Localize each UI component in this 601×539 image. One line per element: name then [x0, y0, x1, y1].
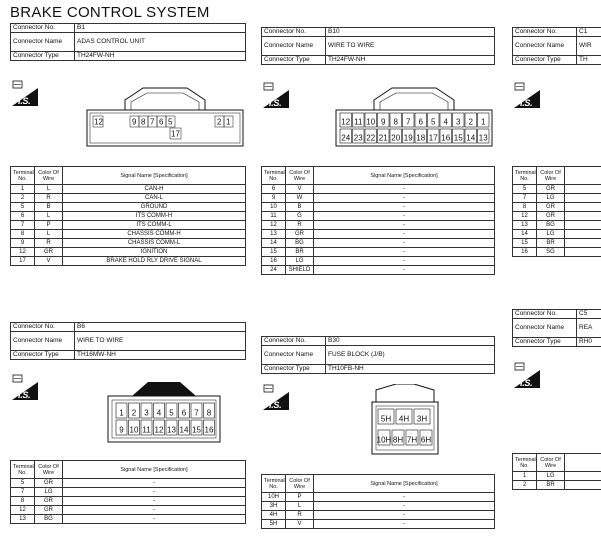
- terminal-no-cell: 9: [262, 194, 286, 203]
- label-connector-type: Connector Type: [513, 338, 577, 347]
- label-connector-type: Connector Type: [262, 365, 326, 374]
- connector-c5-no: C5: [577, 310, 601, 319]
- table-row: [262, 239, 495, 248]
- terminal-no-cell: 12: [11, 506, 35, 515]
- wire-color-cell: LG: [35, 488, 63, 497]
- label-connector-name: Connector Name: [262, 346, 326, 365]
- terminal-no-cell: 15: [513, 239, 537, 248]
- terminal-no-cell: 8: [11, 230, 35, 239]
- label-connector-name: Connector Name: [262, 37, 326, 56]
- connector-b1-pin-table: [10, 166, 246, 266]
- table-row: [11, 185, 246, 194]
- wire-color-cell: G: [286, 212, 314, 221]
- pin-label: 6: [418, 117, 423, 127]
- wire-color-cell: GR: [537, 212, 565, 221]
- pin-label: 14: [466, 133, 476, 143]
- signal-name-cell: -: [314, 266, 495, 275]
- wire-color-cell: GR: [35, 506, 63, 515]
- terminal-no-cell: 7: [11, 221, 35, 230]
- signal-name-cell: -: [314, 511, 495, 520]
- terminal-no-cell: 12: [513, 212, 537, 221]
- table-row: [262, 266, 495, 275]
- hs-icon: H.S.: [514, 362, 540, 388]
- pin-label: 2: [217, 117, 222, 127]
- terminal-no-cell: 13: [513, 221, 537, 230]
- terminal-no-cell: 16: [262, 257, 286, 266]
- pin-label: 7: [406, 117, 411, 127]
- terminal-no-cell: 7: [11, 488, 35, 497]
- pin-label: 6H: [420, 435, 432, 445]
- wire-color-cell: LG: [537, 194, 565, 203]
- wire-color-cell: V: [35, 257, 63, 266]
- connector-b10-no: B10: [326, 28, 495, 37]
- col-signal-name-clipped: [565, 454, 601, 472]
- connector-c5-type: RH0: [577, 338, 601, 347]
- pin-label: 18: [416, 133, 426, 143]
- terminal-no-cell: 15: [262, 248, 286, 257]
- signal-name-cell: -: [314, 257, 495, 266]
- pin-label: 8: [206, 408, 212, 418]
- wire-color-cell: BG: [537, 221, 565, 230]
- terminal-no-cell: 5: [11, 203, 35, 212]
- col-signal-name: Signal Name [Specification]: [63, 167, 246, 185]
- table-row: [11, 239, 246, 248]
- pin-label: 14: [179, 425, 189, 435]
- wire-color-cell: GR: [286, 230, 314, 239]
- table-row: [11, 506, 246, 515]
- table-row: [11, 230, 246, 239]
- table-row: [11, 488, 246, 497]
- pin-label: 12: [94, 117, 103, 127]
- signal-name-cell: -: [63, 497, 246, 506]
- wire-color-cell: SG: [537, 248, 565, 257]
- wire-color-cell: B: [35, 203, 63, 212]
- wire-color-cell: L: [35, 230, 63, 239]
- table-row: [11, 515, 246, 524]
- wire-color-cell: L: [35, 185, 63, 194]
- pin-label: 8H: [392, 435, 404, 445]
- pin-label: 17: [428, 133, 438, 143]
- pin-label: 7H: [406, 435, 418, 445]
- pin-label: 23: [353, 133, 363, 143]
- terminal-no-cell: 2: [513, 481, 537, 490]
- pin-label: 11: [354, 117, 363, 127]
- col-color-of-wire: Color Of Wire: [35, 461, 63, 479]
- connector-b30-rows: [262, 493, 495, 529]
- connector-b30-pin-table: [261, 474, 495, 529]
- signal-name-cell-clipped: [565, 230, 601, 239]
- signal-name-cell: -: [314, 248, 495, 257]
- signal-name-cell-clipped: [565, 248, 601, 257]
- signal-name-cell-clipped: [565, 221, 601, 230]
- wire-color-cell: GR: [537, 185, 565, 194]
- wire-color-cell: L: [286, 502, 314, 511]
- col-terminal-no: Terminal No.: [11, 167, 35, 185]
- pin-label: 1: [119, 408, 124, 418]
- connector-b1-info: [10, 23, 246, 61]
- table-row: [513, 203, 601, 212]
- connector-b6-rows: [11, 479, 246, 524]
- label-connector-name: Connector Name: [11, 33, 75, 52]
- connector-c5-name: REA: [577, 319, 601, 338]
- pin-label: 1: [226, 117, 231, 127]
- wire-color-cell: B: [286, 203, 314, 212]
- signal-name-cell: -: [314, 185, 495, 194]
- col-color-of-wire: Color Of Wire: [286, 475, 314, 493]
- hs-icon: H.S.: [514, 82, 540, 108]
- table-row: [262, 230, 495, 239]
- connector-b6-info: [10, 322, 246, 360]
- signal-name-cell: -: [63, 488, 246, 497]
- label-connector-name: Connector Name: [11, 332, 75, 351]
- pin-label: 4: [443, 117, 448, 127]
- pin-label: 12: [341, 117, 351, 127]
- pin-label: 5: [431, 117, 436, 127]
- table-row: [513, 221, 601, 230]
- terminal-no-cell: 12: [262, 221, 286, 230]
- table-row: [513, 185, 601, 194]
- table-row: [513, 481, 601, 490]
- pin-label: 15: [453, 133, 463, 143]
- table-row: [262, 493, 495, 502]
- table-row: [262, 194, 495, 203]
- connector-b30-name: FUSE BLOCK (J/B): [326, 346, 495, 365]
- signal-name-cell: -: [314, 520, 495, 529]
- label-connector-name: Connector Name: [513, 37, 577, 56]
- page-title: BRAKE CONTROL SYSTEM: [10, 4, 210, 21]
- label-connector-no: Connector No.: [11, 323, 75, 332]
- pin-label: 9: [381, 117, 386, 127]
- signal-name-cell: CAN-L: [63, 194, 246, 203]
- pin-label: 19: [403, 133, 413, 143]
- label-connector-no: Connector No.: [262, 28, 326, 37]
- wire-color-cell: P: [286, 493, 314, 502]
- terminal-no-cell: 5: [11, 479, 35, 488]
- connector-c1-name: WIR: [577, 37, 601, 56]
- pin-label: 6: [181, 408, 187, 418]
- pin-label: 4: [156, 408, 162, 418]
- label-connector-name: Connector Name: [513, 319, 577, 338]
- pin-label: 5: [168, 117, 173, 127]
- pin-label: 8: [141, 117, 146, 127]
- connector-b10-rows: [262, 185, 495, 275]
- table-row: [513, 230, 601, 239]
- pin-label: 3H: [416, 414, 428, 424]
- pin-label: 16: [204, 425, 214, 435]
- label-connector-no: Connector No.: [262, 337, 326, 346]
- wire-color-cell: BR: [537, 239, 565, 248]
- signal-name-cell: -: [314, 212, 495, 221]
- signal-name-cell: BRAKE HOLD RLY DRIVE SIGNAL: [63, 257, 246, 266]
- connector-c1-no: C1: [577, 28, 601, 37]
- label-connector-type: Connector Type: [11, 351, 75, 360]
- label-connector-no: Connector No.: [11, 24, 75, 33]
- wire-color-cell: R: [286, 221, 314, 230]
- pin-label: 7: [194, 408, 199, 418]
- signal-name-cell: GROUND: [63, 203, 246, 212]
- col-signal-name: Signal Name [Specification]: [314, 475, 495, 493]
- terminal-no-cell: 1: [11, 185, 35, 194]
- wire-color-cell: BG: [286, 239, 314, 248]
- pin-label: 20: [391, 133, 401, 143]
- terminal-no-cell: 17: [11, 257, 35, 266]
- connector-b30-no: B30: [326, 337, 495, 346]
- terminal-no-cell: 14: [262, 239, 286, 248]
- hs-icon: H.S.: [12, 80, 38, 106]
- terminal-no-cell: 13: [11, 515, 35, 524]
- pin-label: 21: [378, 133, 388, 143]
- signal-name-cell: ITS COMM-H: [63, 212, 246, 221]
- wire-color-cell: V: [286, 185, 314, 194]
- pin-label: 1: [481, 117, 486, 127]
- pin-label: 9: [132, 117, 137, 127]
- label-connector-type: Connector Type: [513, 56, 577, 65]
- table-row: [11, 257, 246, 266]
- connector-c5-rows: [513, 472, 601, 490]
- wire-color-cell: P: [35, 221, 63, 230]
- wire-color-cell: GR: [35, 497, 63, 506]
- signal-name-cell: -: [314, 493, 495, 502]
- col-terminal-no: Terminal No.: [513, 167, 537, 185]
- pin-label: 15: [192, 425, 201, 435]
- signal-name-cell: -: [314, 239, 495, 248]
- signal-name-cell: CAN-H: [63, 185, 246, 194]
- connector-b6-face: [104, 376, 224, 444]
- hs-icon: H.S.: [263, 384, 289, 410]
- pin-label: 13: [478, 133, 488, 143]
- connector-b6-pin-table: [10, 460, 246, 524]
- signal-name-cell-clipped: [565, 203, 601, 212]
- label-connector-no: Connector No.: [513, 310, 577, 319]
- pin-label: 10: [129, 425, 139, 435]
- pin-label: 11: [142, 425, 151, 435]
- terminal-no-cell: 6: [262, 185, 286, 194]
- terminal-no-cell: 10H: [262, 493, 286, 502]
- pin-label: 22: [366, 133, 376, 143]
- pin-label: 2: [131, 408, 137, 418]
- pin-label: 10H: [376, 435, 392, 445]
- connector-b6-name: WIRE TO WIRE: [75, 332, 246, 351]
- col-terminal-no: Terminal No.: [11, 461, 35, 479]
- connector-b10-info: [261, 27, 495, 65]
- table-row: [11, 221, 246, 230]
- hs-icon: H.S.: [12, 374, 38, 400]
- wire-color-cell: R: [286, 511, 314, 520]
- connector-b6-type: TH16MW-NH: [75, 351, 246, 360]
- col-signal-name: Signal Name [Specification]: [314, 167, 495, 185]
- wire-color-cell: BR: [537, 481, 565, 490]
- signal-name-cell-clipped: [565, 239, 601, 248]
- wire-color-cell: L: [35, 212, 63, 221]
- connector-b1-name: ADAS CONTROL UNIT: [75, 33, 246, 52]
- signal-name-cell: -: [63, 506, 246, 515]
- wire-color-cell: SHIELD: [286, 266, 314, 275]
- terminal-no-cell: 12: [11, 248, 35, 257]
- terminal-no-cell: 24: [262, 266, 286, 275]
- label-connector-type: Connector Type: [11, 52, 75, 61]
- table-row: [262, 511, 495, 520]
- table-row: [11, 497, 246, 506]
- pin-label: 3: [144, 408, 149, 418]
- pin-label: 8: [393, 117, 398, 127]
- pin-label: 3: [456, 117, 461, 127]
- pin-label: 9: [119, 425, 124, 435]
- table-row: [262, 203, 495, 212]
- signal-name-cell: -: [314, 230, 495, 239]
- signal-name-cell: CHASSIS COMM-L: [63, 239, 246, 248]
- wire-color-cell: R: [35, 194, 63, 203]
- table-row: [262, 221, 495, 230]
- signal-name-cell: -: [314, 221, 495, 230]
- signal-name-cell: -: [314, 203, 495, 212]
- connector-b1-type: TH24FW-NH: [75, 52, 246, 61]
- wire-color-cell: GR: [35, 248, 63, 257]
- table-row: [11, 194, 246, 203]
- table-row: [262, 520, 495, 529]
- col-color-of-wire: Color Of Wire: [35, 167, 63, 185]
- table-row: [513, 248, 601, 257]
- connector-b30-face: [370, 384, 440, 456]
- table-row: [262, 257, 495, 266]
- pin-label: 7: [150, 117, 155, 127]
- pin-label: 17: [171, 129, 180, 139]
- col-terminal-no: Terminal No.: [262, 167, 286, 185]
- terminal-no-cell: 11: [262, 212, 286, 221]
- connector-c5-info: [512, 309, 601, 347]
- terminal-no-cell: 13: [262, 230, 286, 239]
- signal-name-cell-clipped: [565, 185, 601, 194]
- col-signal-name-clipped: [565, 167, 601, 185]
- connector-c1-rows: [513, 185, 601, 257]
- connector-b10-pin-table: [261, 166, 495, 275]
- signal-name-cell: -: [314, 194, 495, 203]
- connector-b10-name: WIRE TO WIRE: [326, 37, 495, 56]
- table-row: [262, 248, 495, 257]
- wire-color-cell: LG: [537, 230, 565, 239]
- pin-label: 24: [341, 133, 351, 143]
- connector-b6-no: B6: [75, 323, 246, 332]
- connector-b30-type: TH10FB-NH: [326, 365, 495, 374]
- col-signal-name: Signal Name [Specification]: [63, 461, 246, 479]
- table-row: [513, 194, 601, 203]
- table-row: [262, 212, 495, 221]
- signal-name-cell-clipped: [565, 481, 601, 490]
- terminal-no-cell: 14: [513, 230, 537, 239]
- terminal-no-cell: 4H: [262, 511, 286, 520]
- pin-label: 4H: [398, 414, 410, 424]
- wire-color-cell: LG: [537, 472, 565, 481]
- pin-label: 16: [441, 133, 451, 143]
- signal-name-cell: ITS COMM-L: [63, 221, 246, 230]
- terminal-no-cell: 2: [11, 194, 35, 203]
- pin-label: 5: [169, 408, 174, 418]
- wire-color-cell: V: [286, 520, 314, 529]
- terminal-no-cell: 9: [11, 239, 35, 248]
- wire-color-cell: LG: [286, 257, 314, 266]
- table-row: [513, 239, 601, 248]
- col-color-of-wire: Color Of Wire: [286, 167, 314, 185]
- connector-c1-info: [512, 27, 601, 65]
- pin-label: 10: [366, 117, 376, 127]
- col-terminal-no: Terminal No.: [262, 475, 286, 493]
- pin-label: 13: [167, 425, 176, 435]
- hs-icon: H.S.: [263, 82, 289, 108]
- col-color-of-wire: Color Of Wire: [537, 454, 565, 472]
- terminal-no-cell: 16: [513, 248, 537, 257]
- pin-label: 12: [154, 425, 164, 435]
- col-color-of-wire: Color Of Wire: [537, 167, 565, 185]
- connector-c5-pin-table: [512, 453, 601, 490]
- terminal-no-cell: 1: [513, 472, 537, 481]
- connector-b1-no: B1: [75, 24, 246, 33]
- signal-name-cell: -: [63, 479, 246, 488]
- wire-color-cell: W: [286, 194, 314, 203]
- connector-b10-type: TH24FW-NH: [326, 56, 495, 65]
- connector-b1-bottom-pins: [170, 128, 181, 139]
- table-row: [262, 185, 495, 194]
- connector-b30-info: [261, 336, 495, 374]
- table-row: [262, 502, 495, 511]
- pin-label: 2: [468, 117, 473, 127]
- signal-name-cell: -: [314, 502, 495, 511]
- col-terminal-no: Terminal No.: [513, 454, 537, 472]
- signal-name-cell: IGNITION: [63, 248, 246, 257]
- pin-label: 5H: [380, 414, 392, 424]
- wire-color-cell: GR: [35, 479, 63, 488]
- terminal-no-cell: 3H: [262, 502, 286, 511]
- table-row: [513, 472, 601, 481]
- signal-name-cell-clipped: [565, 194, 601, 203]
- terminal-no-cell: 6: [11, 212, 35, 221]
- wire-color-cell: BG: [35, 515, 63, 524]
- terminal-no-cell: 10: [262, 203, 286, 212]
- connector-b1-face: [85, 82, 245, 150]
- table-row: [11, 479, 246, 488]
- connector-c1-pin-table: [512, 166, 601, 257]
- table-row: [11, 212, 246, 221]
- signal-name-cell: -: [63, 515, 246, 524]
- terminal-no-cell: 8: [513, 203, 537, 212]
- label-connector-no: Connector No.: [513, 28, 577, 37]
- signal-name-cell-clipped: [565, 212, 601, 221]
- wire-color-cell: R: [35, 239, 63, 248]
- terminal-no-cell: 5: [513, 185, 537, 194]
- wire-color-cell: GR: [537, 203, 565, 212]
- terminal-no-cell: 5H: [262, 520, 286, 529]
- label-connector-type: Connector Type: [262, 56, 326, 65]
- pin-label: 6: [159, 117, 164, 127]
- table-row: [513, 212, 601, 221]
- wire-color-cell: BR: [286, 248, 314, 257]
- signal-name-cell-clipped: [565, 472, 601, 481]
- terminal-no-cell: 8: [11, 497, 35, 506]
- signal-name-cell: CHASSIS COMM-H: [63, 230, 246, 239]
- connector-b10-face: [334, 82, 494, 150]
- table-row: [11, 203, 246, 212]
- table-row: [11, 248, 246, 257]
- terminal-no-cell: 7: [513, 194, 537, 203]
- connector-c1-type: TH: [577, 56, 601, 65]
- connector-b1-rows: [11, 185, 246, 266]
